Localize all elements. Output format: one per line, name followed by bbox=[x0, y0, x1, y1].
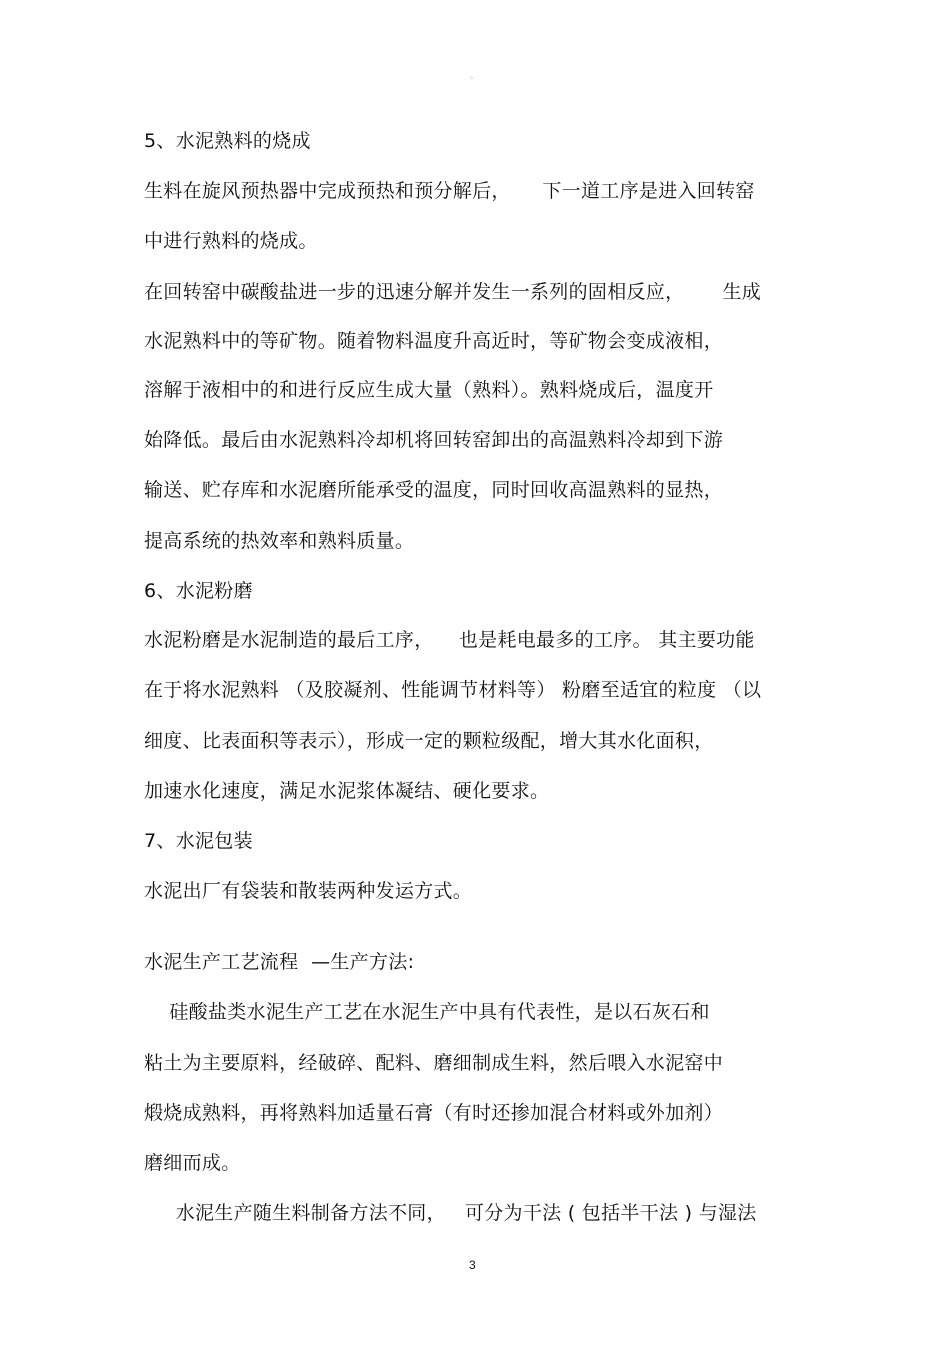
text-line: 水泥出厂有袋装和散装两种发运方式。 bbox=[144, 880, 473, 902]
text-line: 在于将水泥熟料 （及胶凝剂、性能调节材料等） 粉磨至适宜的粒度 （以 bbox=[144, 679, 762, 701]
text-line: 溶解于液相中的和进行反应生成大量（熟料）。熟料烧成后，温度开 bbox=[144, 379, 714, 401]
text-line: 粘土为主要原料，经破碎、配料、磨细制成生料，然后喂入水泥窑中 bbox=[144, 1052, 724, 1074]
page-number: 3 bbox=[469, 1258, 476, 1272]
header-mark: 。 bbox=[470, 71, 478, 80]
text-line: 磨细而成。 bbox=[144, 1152, 241, 1174]
heading-5: 5、水泥熟料的烧成 bbox=[144, 130, 311, 152]
text-line: 水泥粉磨是水泥制造的最后工序， 也是耗电最多的工序。 其主要功能 bbox=[144, 629, 755, 651]
text-line: 中进行熟料的烧成。 bbox=[144, 230, 318, 252]
text-line: 始降低。最后由水泥熟料冷却机将回转窑卸出的高温熟料冷却到下游 bbox=[144, 429, 724, 451]
text-line: 提高系统的热效率和熟料质量。 bbox=[144, 530, 415, 552]
text-line: 输送、贮存库和水泥磨所能承受的温度，同时回收高温熟料的显热， bbox=[144, 479, 724, 501]
text-line: 生料在旋风预热器中完成预热和预分解后， 下一道工序是进入回转窑 bbox=[144, 180, 755, 202]
section-title: 水泥生产工艺流程 —生产方法: bbox=[144, 951, 415, 973]
text-line: 细度、比表面积等表示），形成一定的颗粒级配，增大其水化面积， bbox=[144, 730, 714, 752]
text-line: 水泥熟料中的等矿物。随着物料温度升高近时，等矿物会变成液相， bbox=[144, 330, 724, 352]
text-line: 硅酸盐类水泥生产工艺在水泥生产中具有代表性，是以石灰石和 bbox=[144, 1001, 710, 1023]
text-line: 加速水化速度，满足水泥浆体凝结、硬化要求。 bbox=[144, 780, 550, 802]
heading-7: 7、水泥包装 bbox=[144, 830, 253, 852]
text-line: 煅烧成熟料，再将熟料加适量石膏（有时还掺加混合材料或外加剂） bbox=[144, 1102, 724, 1124]
text-line: 水泥生产随生料制备方法不同， 可分为干法 ( 包括半干法 ) 与湿法 bbox=[144, 1202, 757, 1224]
text-line: 在回转窑中碳酸盐进一步的迅速分解并发生一系列的固相反应， 生成 bbox=[144, 281, 762, 303]
heading-6: 6、水泥粉磨 bbox=[144, 580, 253, 602]
